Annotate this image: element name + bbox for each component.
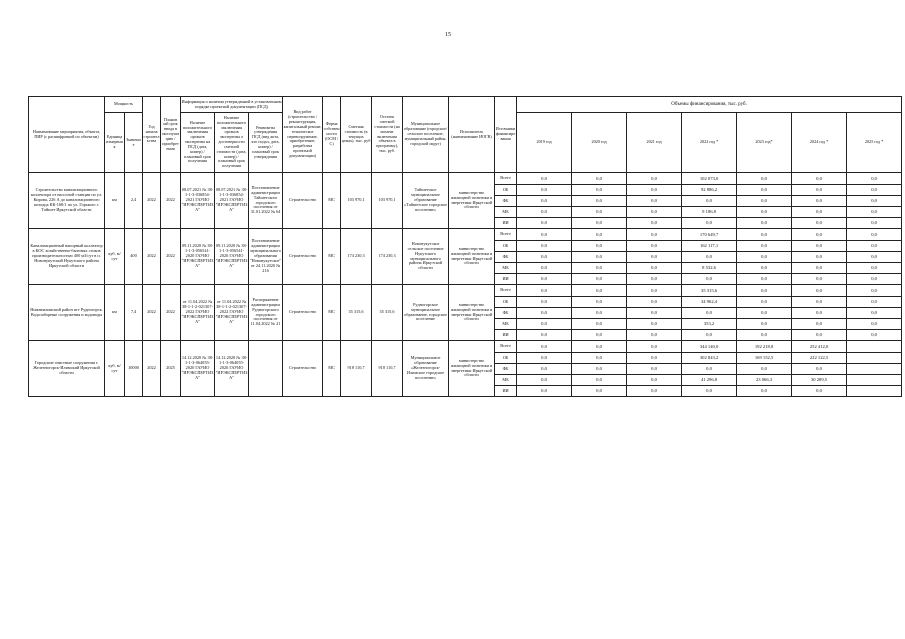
object-ownership: МС — [323, 341, 341, 397]
funding-amount: 0,0 — [682, 308, 737, 319]
header-year-2022: 2022 год * — [682, 113, 737, 173]
funding-source: ОБ — [495, 297, 517, 308]
funding-amount: 0,0 — [847, 297, 902, 308]
funding-amount: 0,0 — [737, 252, 792, 263]
funding-source: ИИ — [495, 330, 517, 341]
object-work-type: Строительство — [283, 173, 323, 229]
object-expertise: 09.11.2020 № 38-1-1-3-056541-2020 ГАУИО "ИРЭКСПЕРТИЗА" — [181, 229, 215, 285]
funding-amount: 8 532,6 — [682, 263, 737, 274]
header-planned-year: Планов ый срок ввода в эксплуатацию / приобретения — [161, 97, 181, 173]
header-approval: Реквизиты утверждения ПСД (вид акта, кто подал, дата, номер) / плановый срок утверждения — [249, 113, 283, 173]
funding-amount: 0,0 — [627, 229, 682, 241]
funding-amount: 0,0 — [517, 319, 572, 330]
object-name: Канализационный напорный коллектор в КОС хозяйственно-бытовых стоков производительностью 400 м3/сут в п. Новонукутский Нукутского района Иркутской области — [29, 229, 105, 285]
funding-source: МБ — [495, 375, 517, 386]
funding-amount: 41 296,8 — [682, 375, 737, 386]
funding-source: МБ — [495, 263, 517, 274]
funding-source: ИИ — [495, 274, 517, 285]
object-municipality: Муниципальное образование «Железногорск-Илимское городское поселение» — [403, 341, 449, 397]
object-unit: км — [105, 285, 125, 341]
object-remainder: 174 230,3 — [372, 229, 403, 285]
object-executor: министерство жилищной политики и энергетики Иркутской области — [449, 341, 495, 397]
funding-amount: 0,0 — [627, 297, 682, 308]
funding-amount: 0,0 — [517, 218, 572, 229]
object-executor: министерство жилищной политики и энергетики Иркутской области — [449, 285, 495, 341]
funding-amount: 0,0 — [792, 297, 847, 308]
funding-amount: 0,0 — [847, 274, 902, 285]
funding-amount: 0,0 — [737, 297, 792, 308]
object-approval: Распоряжение администрации Рудногорского городского поселения от 11.04.2022 № 21 — [249, 285, 283, 341]
header-unit: Единица измерения — [105, 113, 125, 173]
funding-amount: 0,0 — [572, 241, 627, 252]
funding-amount: 0,0 — [737, 173, 792, 185]
funding-amount: 0,0 — [517, 173, 572, 185]
funding-source: ФБ — [495, 308, 517, 319]
funding-amount: 0,0 — [737, 285, 792, 297]
funding-amount: 0,0 — [792, 386, 847, 397]
object-unit: км — [105, 173, 125, 229]
funding-amount: 0,0 — [517, 207, 572, 218]
funding-amount: 0,0 — [682, 274, 737, 285]
header-work-type: Вид работ (строительство / реконструкция, капитальный ремонт, техническое перевооружение, приобретение, разработка проектной документации) — [283, 97, 323, 173]
funding-amount: 0,0 — [737, 330, 792, 341]
funding-source: ОБ — [495, 241, 517, 252]
object-start-year: 2022 — [143, 173, 161, 229]
object-start-year: 2022 — [143, 341, 161, 397]
funding-amount: 0,0 — [572, 297, 627, 308]
funding-amount: 0,0 — [847, 173, 902, 185]
funding-amount: 0,0 — [847, 319, 902, 330]
funding-amount: 0,0 — [517, 330, 572, 341]
object-municipality: Новонукутское сельское поселение Нукутского муниципального района Иркутской области — [403, 229, 449, 285]
funding-amount: 0,0 — [627, 185, 682, 196]
object-estimate: 174 230,3 — [341, 229, 372, 285]
header-year-2023: 2023 год* — [737, 113, 792, 173]
object-planned-year: 2022 — [161, 229, 181, 285]
header-executor: Исполнитель (наименование ИОГВ) — [449, 97, 495, 173]
funding-source: Всего — [495, 229, 517, 241]
funding-amount: 0,0 — [847, 218, 902, 229]
funding-amount: 0,0 — [847, 263, 902, 274]
header-estimate: Сметная стоимость (в текущих ценах), тыс. руб — [341, 97, 372, 173]
funding-amount: 0,0 — [517, 196, 572, 207]
funding-source: ФБ — [495, 364, 517, 375]
funding-amount: 0,0 — [792, 285, 847, 297]
funding-amount: 0,0 — [627, 308, 682, 319]
funding-amount: 0,0 — [627, 341, 682, 353]
funding-amount: 0,0 — [627, 386, 682, 397]
funding-amount: 192 218,8 — [737, 341, 792, 353]
object-ownership: МС — [323, 285, 341, 341]
funding-source: ФБ — [495, 196, 517, 207]
funding-amount: 0,0 — [517, 274, 572, 285]
funding-amount: 0,0 — [517, 353, 572, 364]
object-expertise: от 11.04.2022 № 38-1-1-2-021307-2022 ГАУИО "ИРЭКСПЕРТИЗА" — [181, 285, 215, 341]
funding-amount: 35 315,6 — [682, 285, 737, 297]
funding-amount: 0,0 — [847, 196, 902, 207]
object-municipality: Рудногорское муниципальное образование, городское поселение — [403, 285, 449, 341]
funding-amount: 0,0 — [682, 196, 737, 207]
funding-amount: 102 073,0 — [682, 173, 737, 185]
page-number: 15 — [445, 32, 451, 38]
funding-amount: 0,0 — [792, 173, 847, 185]
funding-amount: 353,2 — [682, 319, 737, 330]
object-planned-year: 2022 — [161, 173, 181, 229]
funding-amount: 0,0 — [792, 252, 847, 263]
funding-amount: 0,0 — [737, 207, 792, 218]
funding-source: Всего — [495, 173, 517, 185]
funding-amount: 162 117,1 — [682, 241, 737, 252]
funding-amount: 0,0 — [572, 319, 627, 330]
object-estimate: 918 110,7 — [341, 341, 372, 397]
funding-amount: 0,0 — [682, 218, 737, 229]
header-ownership: Форма собственности (ОСМ / С) — [323, 97, 341, 173]
header-reliability: Наличие положительного заключения органов экспертизы о достоверности сметной стоимости (дата, номер) / плановый срок получения — [215, 113, 249, 173]
funding-amount: 0,0 — [572, 285, 627, 297]
header-year-2019: 2019 год — [517, 113, 572, 173]
funding-amount: 0,0 — [572, 364, 627, 375]
funding-amount — [847, 364, 902, 375]
header-year-2020: 2020 год — [572, 113, 627, 173]
funding-source: ОБ — [495, 353, 517, 364]
funding-amount: 0,0 — [737, 308, 792, 319]
funding-amount: 0,0 — [572, 196, 627, 207]
funding-source: Всего — [495, 341, 517, 353]
funding-source: МБ — [495, 319, 517, 330]
object-capacity-value: 10000 — [125, 341, 143, 397]
funding-amount: 0,0 — [627, 364, 682, 375]
object-capacity-value: 400 — [125, 229, 143, 285]
funding-amount: 0,0 — [792, 229, 847, 241]
funding-amount: 0,0 — [847, 252, 902, 263]
object-remainder: 918 110,7 — [372, 341, 403, 397]
funding-amount: 0,0 — [682, 330, 737, 341]
funding-amount: 0,0 — [792, 241, 847, 252]
funding-amount: 0,0 — [627, 319, 682, 330]
funding-source: МБ — [495, 207, 517, 218]
funding-amount: 0,0 — [847, 229, 902, 241]
funding-source: Всего — [495, 285, 517, 297]
object-name: Нижнеилимский район пгт Рудногорск. Водозаборные сооружения и водоводы — [29, 285, 105, 341]
object-remainder: 35 315,6 — [372, 285, 403, 341]
object-name: Городские очистные сооружения г. Железногорск-Илимский Иркутской области — [29, 341, 105, 397]
funding-amount: 0,0 — [627, 263, 682, 274]
funding-amount: 0,0 — [627, 353, 682, 364]
funding-amount: 23 066,3 — [737, 375, 792, 386]
funding-amount: 0,0 — [682, 252, 737, 263]
object-work-type: Строительство — [283, 285, 323, 341]
funding-amount: 0,0 — [627, 196, 682, 207]
header-source: Источники финансирования — [495, 97, 517, 173]
funding-amount: 0,0 — [627, 285, 682, 297]
funding-amount: 0,0 — [792, 263, 847, 274]
funding-amount: 0,0 — [627, 330, 682, 341]
funding-amount: 0,0 — [737, 263, 792, 274]
funding-amount: 0,0 — [737, 196, 792, 207]
funding-amount: 0,0 — [627, 375, 682, 386]
funding-amount: 0,0 — [572, 308, 627, 319]
header-start-year: Год начала строительства — [143, 97, 161, 173]
object-approval: Постановление администрации Тайшетского городского поселения от 31.01.2022 № 64 — [249, 173, 283, 229]
funding-amount: 0,0 — [847, 185, 902, 196]
funding-amount: 252 412,0 — [792, 341, 847, 353]
funding-amount: 302 843,2 — [682, 353, 737, 364]
funding-amount: 0,0 — [627, 274, 682, 285]
funding-amount: 0,0 — [572, 207, 627, 218]
funding-amount: 0,0 — [627, 173, 682, 185]
funding-amount: 0,0 — [847, 330, 902, 341]
funding-amount: 0,0 — [682, 386, 737, 397]
funding-amount: 0,0 — [682, 364, 737, 375]
funding-amount: 0,0 — [737, 218, 792, 229]
funding-amount: 0,0 — [572, 386, 627, 397]
funding-amount: 170 649,7 — [682, 229, 737, 241]
funding-amount: 0,0 — [792, 319, 847, 330]
header-expertise: Наличие положительного заключения органов экспертизы на ПСД (дата, номер) / плановый срок получения — [181, 113, 215, 173]
object-unit: куб. м/сут — [105, 341, 125, 397]
funding-amount: 344 140,0 — [682, 341, 737, 353]
funding-amount: 0,0 — [792, 207, 847, 218]
funding-amount: 0,0 — [572, 375, 627, 386]
object-start-year: 2022 — [143, 285, 161, 341]
funding-amount: 0,0 — [792, 274, 847, 285]
header-name: Наименование мероприятия, объекта, ПИР (с расшифровкой по объектам) — [29, 97, 105, 173]
funding-amount: 0,0 — [847, 241, 902, 252]
object-estimate: 103 970,1 — [341, 173, 372, 229]
funding-amount: 0,0 — [572, 218, 627, 229]
header-value: Значение — [125, 113, 143, 173]
object-planned-year: 2025 — [161, 341, 181, 397]
funding-amount: 0,0 — [572, 173, 627, 185]
header-docs-group: Информация о наличии утвержденной в установленном порядке проектной документации (ПСД) — [181, 97, 283, 113]
funding-amount: 30 289,5 — [792, 375, 847, 386]
header-year-2025: 2025 год * — [847, 113, 902, 173]
header-year-2021: 2021 год — [627, 113, 682, 173]
funding-amount: 0,0 — [737, 319, 792, 330]
object-work-type: Строительство — [283, 229, 323, 285]
object-approval — [249, 341, 283, 397]
funding-amount: 0,0 — [517, 285, 572, 297]
funding-amount: 0,0 — [737, 185, 792, 196]
funding-amount: 169 152,5 — [737, 353, 792, 364]
funding-amount: 0,0 — [572, 341, 627, 353]
funding-amount: 0,0 — [517, 252, 572, 263]
funding-amount: 222 122,5 — [792, 353, 847, 364]
funding-amount: 0,0 — [517, 229, 572, 241]
header-remainder: Остаток сметной стоимости (на момент включения объекта в программу), тыс. руб. — [372, 97, 403, 173]
funding-amount: 0,0 — [517, 341, 572, 353]
object-work-type: Строительство — [283, 341, 323, 397]
funding-amount: 0,0 — [517, 297, 572, 308]
object-estimate: 35 315,6 — [341, 285, 372, 341]
table-row — [29, 229, 902, 241]
object-executor: министерство жилищной политики и энергетики Иркутской области — [449, 229, 495, 285]
funding-amount: 0,0 — [737, 386, 792, 397]
table-row — [29, 285, 902, 297]
object-reliability: 14.12.2020 № 38-1-1-3-064055-2020 ГАУИО "ИРЭКСПЕРТИЗА" — [215, 341, 249, 397]
object-executor: министерство жилищной политики и энергетики Иркутской области — [449, 173, 495, 229]
funding-amount — [847, 375, 902, 386]
funding-amount — [847, 353, 902, 364]
funding-source: ОБ — [495, 185, 517, 196]
funding-amount: 0,0 — [517, 364, 572, 375]
funding-amount: 0,0 — [792, 185, 847, 196]
funding-source: ФБ — [495, 252, 517, 263]
funding-table — [28, 96, 902, 397]
funding-amount: 0,0 — [627, 218, 682, 229]
funding-amount: 34 962,4 — [682, 297, 737, 308]
funding-source: ИИ — [495, 386, 517, 397]
table-body — [29, 173, 902, 397]
funding-amount: 0,0 — [847, 207, 902, 218]
funding-amount: 0,0 — [517, 375, 572, 386]
object-approval: Постановление администрации муниципального образования "Новонукутское" от 24.11.2020 № 216 — [249, 229, 283, 285]
object-name: Строительство канализационного коллектора от насосной станции по ул. Кирова, 226 А до канализационного колодца КК-168/1 по ул. Горького г. Тайшет Иркутской области — [29, 173, 105, 229]
object-capacity-value: 2,4 — [125, 173, 143, 229]
funding-amount: 0,0 — [517, 263, 572, 274]
funding-amount: 0,0 — [627, 241, 682, 252]
funding-amount: 0,0 — [572, 263, 627, 274]
funding-amount — [847, 386, 902, 397]
object-planned-year: 2022 — [161, 285, 181, 341]
funding-amount: 0,0 — [737, 364, 792, 375]
object-municipality: Тайшетское муниципальное образование «Тайшетское городское поселение» — [403, 173, 449, 229]
object-reliability: 09.11.2020 № 38-1-1-3-056541-2020 ГАУИО "ИРЭКСПЕРТИЗА" — [215, 229, 249, 285]
object-reliability: 08.07.2021 № 38-1-1-3-036854-2021 ГАУИО "ИРЭКСПЕРТИЗА" — [215, 173, 249, 229]
funding-amount: 0,0 — [572, 229, 627, 241]
funding-amount: 0,0 — [847, 285, 902, 297]
funding-amount: 0,0 — [737, 241, 792, 252]
funding-amount: 0,0 — [627, 252, 682, 263]
funding-amount: 0,0 — [572, 252, 627, 263]
funding-amount: 0,0 — [792, 330, 847, 341]
funding-amount: 0,0 — [847, 308, 902, 319]
header-capacity: Мощность — [105, 97, 143, 113]
object-unit: куб. м/сут — [105, 229, 125, 285]
object-reliability: от 11.04.2022 № 38-1-1-2-021307-2022 ГАУИО "ИРЭКСПЕРТИЗА" — [215, 285, 249, 341]
header-year-2024: 2024 год * — [792, 113, 847, 173]
header-municipality: Муниципальное образование (городское/сельское поселение, муниципальный район, городской округ) — [403, 97, 449, 173]
funding-amount: 0,0 — [572, 274, 627, 285]
funding-amount: 92 886,2 — [682, 185, 737, 196]
table-row — [29, 173, 902, 185]
funding-amount: 0,0 — [517, 241, 572, 252]
header-funding: Объемы финансирования, тыс. руб. — [517, 97, 902, 113]
funding-amount: 0,0 — [517, 185, 572, 196]
funding-amount: 0,0 — [737, 229, 792, 241]
funding-amount — [847, 341, 902, 353]
object-capacity-value: 7,4 — [125, 285, 143, 341]
object-start-year: 2022 — [143, 229, 161, 285]
funding-amount: 0,0 — [572, 353, 627, 364]
funding-amount: 0,0 — [792, 218, 847, 229]
object-expertise: 08.07.2021 № 38-1-1-3-036854-2021 ГАУИО "ИРЭКСПЕРТИЗА" — [181, 173, 215, 229]
object-ownership: МС — [323, 173, 341, 229]
funding-amount: 0,0 — [572, 185, 627, 196]
funding-amount: 9 186,8 — [682, 207, 737, 218]
funding-amount: 0,0 — [792, 364, 847, 375]
funding-amount: 0,0 — [627, 207, 682, 218]
funding-amount: 0,0 — [737, 274, 792, 285]
table-row — [29, 341, 902, 353]
object-ownership: МС — [323, 229, 341, 285]
object-remainder: 103 970,1 — [372, 173, 403, 229]
funding-amount: 0,0 — [517, 386, 572, 397]
funding-amount: 0,0 — [572, 330, 627, 341]
funding-amount: 0,0 — [792, 308, 847, 319]
object-expertise: 14.12.2020 № 38-1-1-3-064055-2020 ГАУИО "ИРЭКСПЕРТИЗА" — [181, 341, 215, 397]
funding-source: ИИ — [495, 218, 517, 229]
funding-amount: 0,0 — [517, 308, 572, 319]
funding-amount: 0,0 — [792, 196, 847, 207]
